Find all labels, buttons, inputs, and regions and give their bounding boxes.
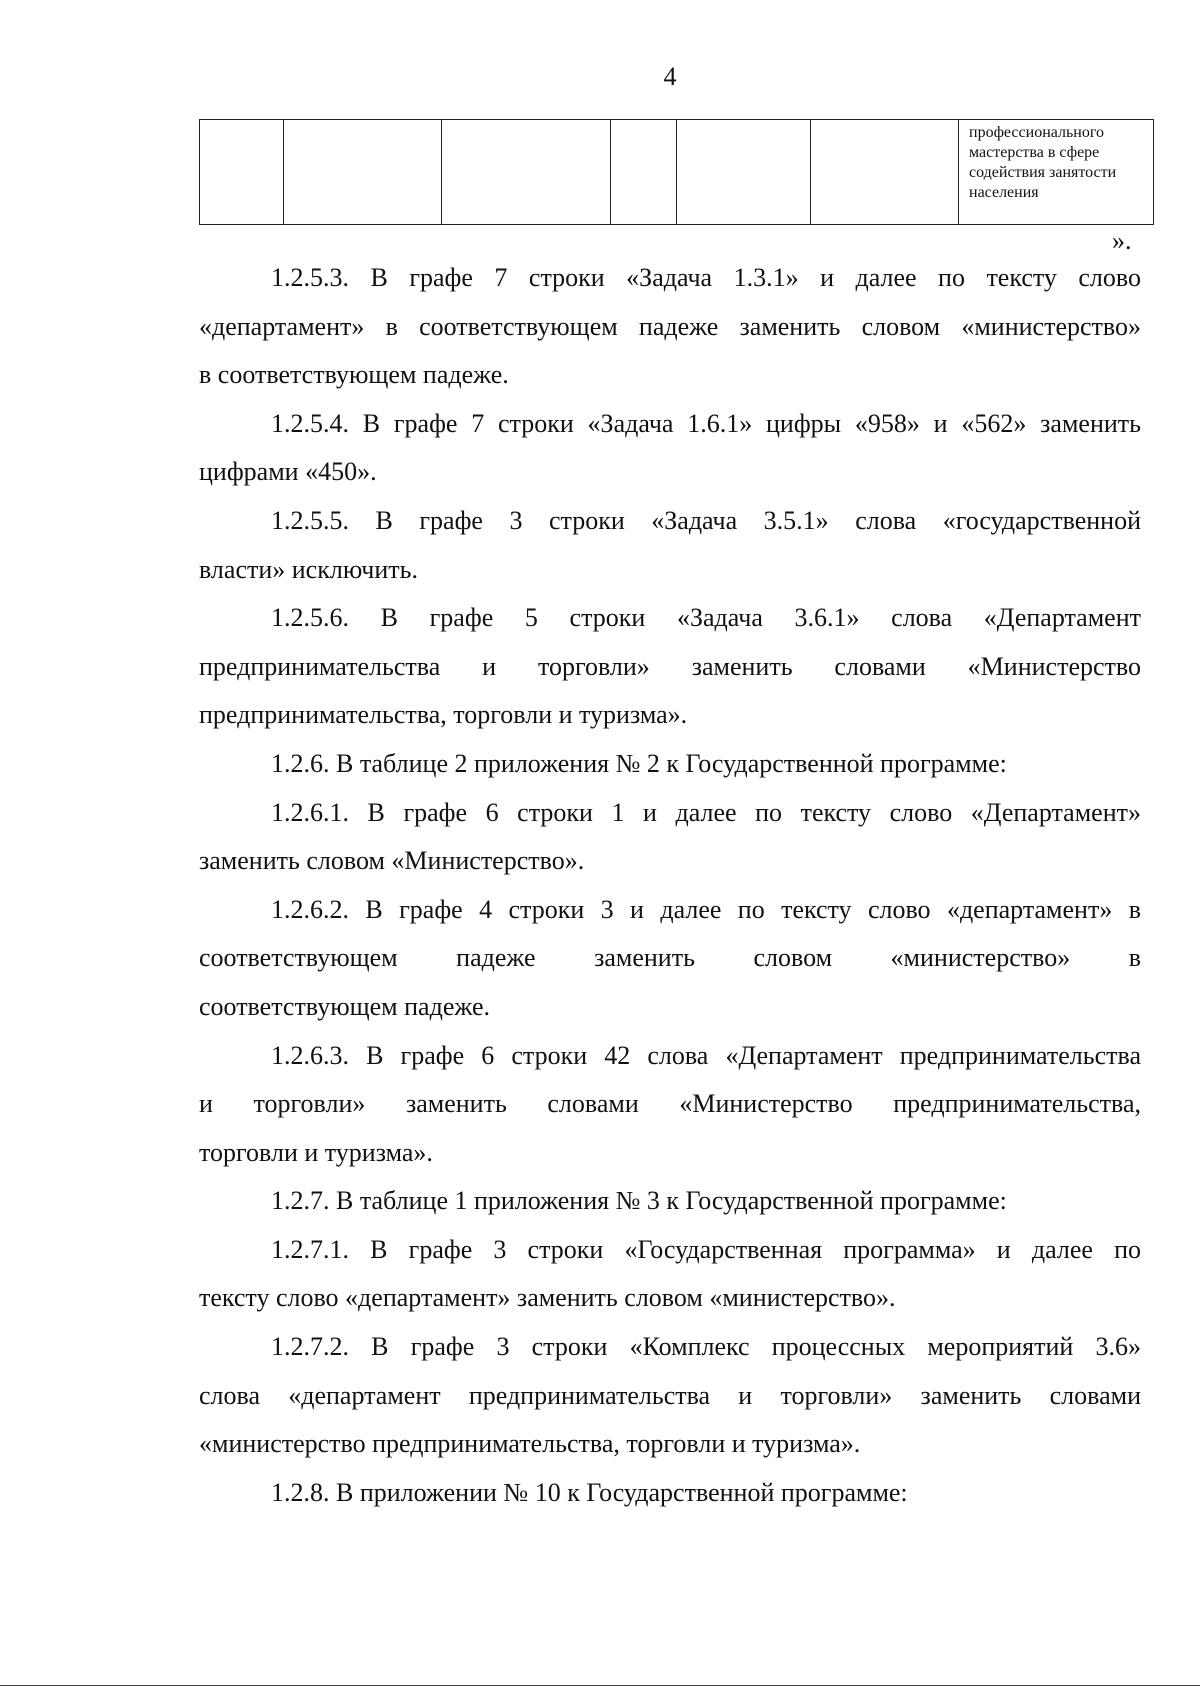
- paragraph-line: 1.2.6. В таблице 2 приложения № 2 к Государственной программе:: [271, 748, 1007, 778]
- paragraph-line: и торговли» заменить словами «Министерство предпринимательства,: [199, 1089, 1141, 1119]
- page-number: 4: [663, 62, 677, 91]
- paragraph: [199, 1177, 1141, 1226]
- paragraph-line: в соответствующем падеже.: [199, 360, 509, 390]
- table-cell: [442, 120, 611, 225]
- paragraph-line: 1.2.5.6. В графе 5 строки «Задача 3.6.1» слова «Департамент: [271, 603, 1141, 633]
- paragraph-line: заменить словом «Министерство».: [199, 846, 585, 876]
- table-cell-line: населения: [969, 184, 1039, 201]
- paragraph: [199, 886, 1141, 1032]
- paragraph-line: тексту слово «департамент» заменить словом «министерство».: [199, 1283, 896, 1313]
- table-cell: [611, 120, 677, 225]
- paragraph-line: предпринимательства, торговли и туризма».: [199, 700, 688, 730]
- paragraph-line: «департамент» в соответствующем падеже заменить словом «министерство»: [199, 311, 1141, 341]
- paragraph-line: 1.2.6.2. В графе 4 строки 3 и далее по тексту слово «департамент» в: [271, 894, 1141, 924]
- paragraph-line: 1.2.5.5. В графе 3 строки «Задача 3.5.1» слова «государственной: [271, 505, 1141, 535]
- table-cell-line: содействия занятости: [969, 164, 1117, 181]
- table-cell-line: мастерства в сфере: [969, 144, 1100, 161]
- paragraph-line: торговли и туризма».: [199, 1137, 433, 1167]
- table-cell: [284, 120, 442, 225]
- paragraph-line: 1.2.5.3. В графе 7 строки «Задача 1.3.1» и далее по тексту слово: [271, 263, 1141, 292]
- closing-quote: ».: [1112, 226, 1132, 255]
- paragraph-line: власти» исключить.: [199, 554, 418, 584]
- paragraph-line: 1.2.6.1. В графе 6 строки 1 и далее по тексту слово «Департамент»: [271, 797, 1141, 827]
- table-row: [200, 120, 1154, 225]
- table-cell-text: [959, 120, 1154, 225]
- paragraph-line: соответствующем падеже.: [199, 991, 491, 1021]
- paragraph-line: 1.2.8. В приложении № 10 к Государственной программе:: [271, 1477, 908, 1507]
- paragraph-line: 1.2.6.3. В графе 6 строки 42 слова «Департамент предпринимательства: [271, 1040, 1141, 1070]
- paragraph: [199, 1323, 1141, 1469]
- page-bottom-rule: [0, 1685, 1200, 1686]
- paragraph-line: предпринимательства и торговли» заменить словами «Министерство: [199, 651, 1141, 681]
- paragraph-line: 1.2.5.4. В графе 7 строки «Задача 1.6.1» цифры «958» и «562» заменить: [271, 408, 1141, 438]
- paragraph-line: слова «департамент предпринимательства и торговли» заменить словами: [199, 1380, 1141, 1410]
- table-cell: [200, 120, 284, 225]
- paragraph-line: 1.2.7.1. В графе 3 строки «Государственная программа» и далее по: [271, 1234, 1141, 1264]
- paragraph: [199, 254, 1141, 400]
- paragraph-line: «министерство предпринимательства, торговли и туризма».: [199, 1429, 861, 1459]
- paragraph-line: цифрами «450».: [199, 457, 377, 487]
- paragraph: [199, 1032, 1141, 1178]
- paragraph: [199, 740, 1141, 789]
- table-cell: [677, 120, 811, 225]
- paragraph: [199, 1226, 1141, 1323]
- document-body: [199, 254, 1141, 1517]
- paragraph: [199, 1469, 1141, 1518]
- table-cell-line: профессионального: [969, 124, 1105, 141]
- paragraph: [199, 497, 1141, 594]
- paragraph-line: 1.2.7. В таблице 1 приложения № 3 к Государственной программе:: [271, 1186, 1007, 1216]
- paragraph: [199, 400, 1141, 497]
- paragraph-line: 1.2.7.2. В графе 3 строки «Комплекс процессных мероприятий 3.6»: [271, 1332, 1141, 1362]
- paragraph-line: соответствующем падеже заменить словом «министерство» в: [199, 943, 1141, 973]
- table-cell: [811, 120, 959, 225]
- paragraph: [199, 789, 1141, 886]
- table-fragment: [199, 119, 1154, 225]
- paragraph: [199, 594, 1141, 740]
